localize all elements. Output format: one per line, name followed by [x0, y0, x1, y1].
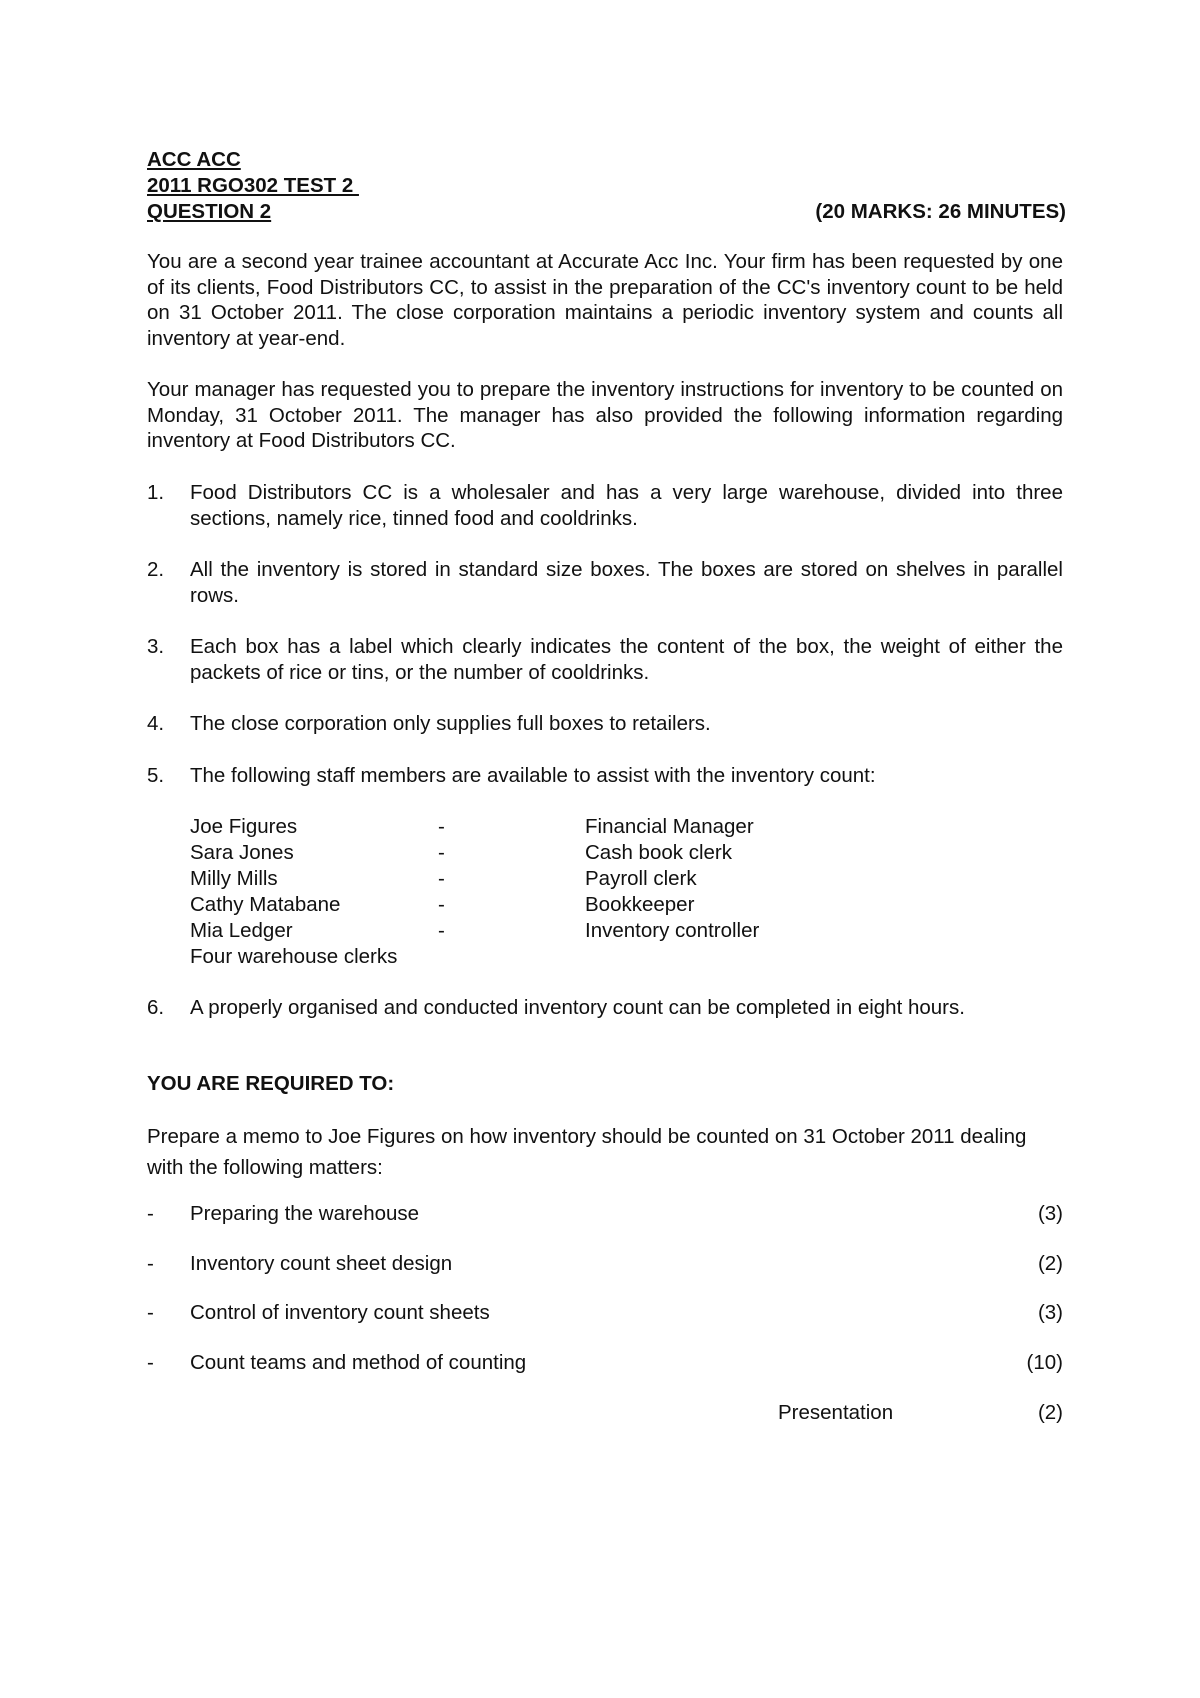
- staff-name: Sara Jones: [190, 841, 294, 864]
- staff-name: Mia Ledger: [190, 919, 293, 942]
- list-item-text: A properly organised and conducted inventory count can be completed in eight hours.: [190, 996, 965, 1019]
- task-dash: -: [147, 1252, 154, 1275]
- presentation-label: Presentation: [778, 1401, 894, 1424]
- list-item-number: 2.: [147, 558, 165, 581]
- task-marks: (2): [1037, 1252, 1063, 1275]
- list-item: [147, 634, 1063, 685]
- list-item: [147, 995, 1063, 1021]
- list-item-text: All the inventory is stored in standard size boxes. The boxes are stored on shelves in parallel rows.: [190, 558, 1063, 607]
- task-text: Count teams and method of counting: [190, 1351, 527, 1374]
- list-item: [147, 557, 1063, 608]
- staff-name: Cathy Matabane: [190, 893, 341, 916]
- list-item-number: 1.: [147, 481, 165, 504]
- staff-dash: -: [438, 919, 445, 942]
- task-dash: -: [147, 1351, 154, 1374]
- list-item-number: 5.: [147, 764, 165, 787]
- task-text: Control of inventory count sheets: [190, 1301, 490, 1324]
- staff-role: Cash book clerk: [585, 841, 732, 864]
- question-title: QUESTION 2: [147, 200, 272, 223]
- staff-row: [190, 918, 890, 944]
- header-line-1: ACC ACC: [147, 148, 241, 171]
- staff-row: [190, 814, 890, 840]
- staff-dash: -: [438, 867, 445, 890]
- presentation-marks: (2): [1037, 1401, 1063, 1424]
- staff-dash: -: [438, 893, 445, 916]
- staff-role: Payroll clerk: [585, 867, 697, 890]
- staff-name: Four warehouse clerks: [190, 945, 398, 968]
- task-dash: -: [147, 1202, 154, 1225]
- header-line-2: 2011 RGO302 TEST 2: [147, 174, 359, 197]
- staff-role: Inventory controller: [585, 919, 760, 942]
- task-row: [147, 1350, 1063, 1376]
- list-item: [147, 711, 1063, 737]
- staff-name: Milly Mills: [190, 867, 278, 890]
- task-marks: (3): [1037, 1202, 1063, 1225]
- required-heading: YOU ARE REQUIRED TO:: [147, 1072, 395, 1095]
- list-item-number: 3.: [147, 635, 165, 658]
- list-item-text: Food Distributors CC is a wholesaler and has a very large warehouse, divided into three sections, namely rice, tinned food and cooldrinks.: [190, 481, 1063, 530]
- staff-role: Bookkeeper: [585, 893, 695, 916]
- staff-row: [190, 944, 890, 970]
- task-marks: (3): [1037, 1301, 1063, 1324]
- staff-row: [190, 866, 890, 892]
- task-dash: -: [147, 1301, 154, 1324]
- intro-paragraph-1: You are a second year trainee accountant at Accurate Acc Inc. Your firm has been requested by one of its clients, Food Distributors CC, to assist in the preparation of the CC's inventory count to be held on 31 October 2011. The close corporation maintains a periodic inventory system and counts all inventory at year-end.: [147, 250, 1063, 350]
- task-text: Preparing the warehouse: [190, 1202, 420, 1225]
- list-item-text: The close corporation only supplies full boxes to retailers.: [190, 712, 711, 735]
- list-item-number: 6.: [147, 996, 165, 1019]
- staff-name: Joe Figures: [190, 815, 298, 838]
- staff-dash: -: [438, 841, 445, 864]
- list-item: [147, 763, 1063, 789]
- staff-row: [190, 840, 890, 866]
- list-item-text: Each box has a label which clearly indicates the content of the box, the weight of either the packets of rice or tins, or the number of cooldrinks.: [190, 635, 1063, 684]
- required-instruction: Prepare a memo to Joe Figures on how inventory should be counted on 31 October 2011 dealing with the following matters:: [147, 1125, 1027, 1179]
- staff-row: [190, 892, 890, 918]
- list-item: [147, 480, 1063, 531]
- task-marks: (10): [1026, 1351, 1063, 1374]
- task-row: [147, 1300, 1063, 1326]
- task-row: [147, 1201, 1063, 1227]
- question-marks: (20 MARKS: 26 MINUTES): [815, 200, 1066, 223]
- intro-paragraph-2: Your manager has requested you to prepare the inventory instructions for inventory to be counted on Monday, 31 October 2011. The manager has also provided the following information regarding inventory at Food Distributors CC.: [147, 378, 1063, 452]
- list-item-number: 4.: [147, 712, 165, 735]
- list-item-text: The following staff members are available to assist with the inventory count:: [190, 764, 876, 787]
- staff-role: Financial Manager: [585, 815, 754, 838]
- task-text: Inventory count sheet design: [190, 1252, 453, 1275]
- staff-dash: -: [438, 815, 445, 838]
- task-row: [147, 1251, 1063, 1277]
